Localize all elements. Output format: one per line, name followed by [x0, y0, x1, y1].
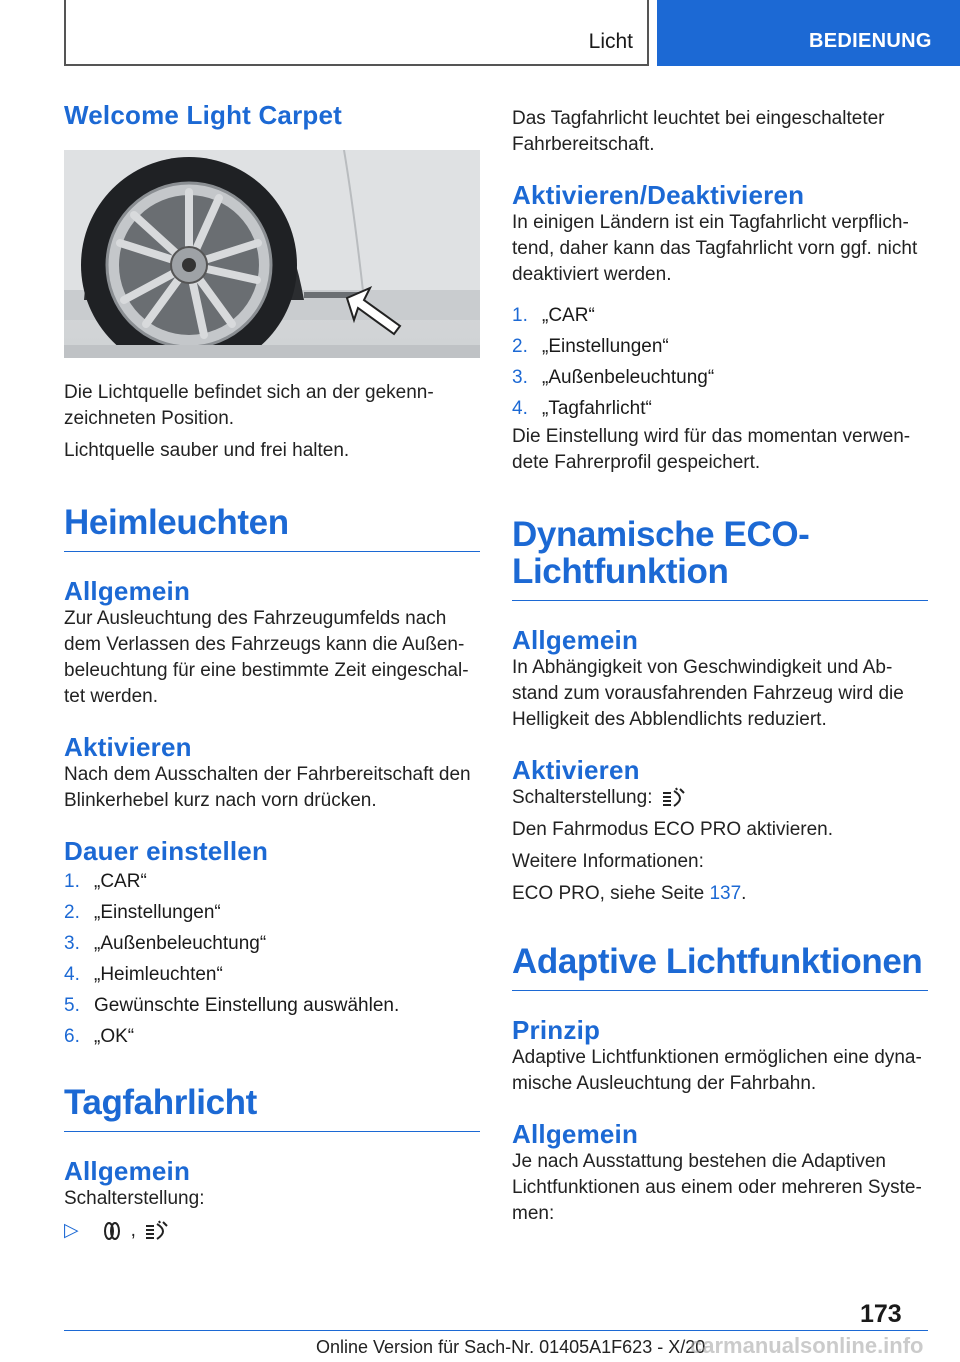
heimleuchten-heading: Heimleuchten [64, 504, 480, 552]
aktivieren-deaktivieren-text: In einigen Ländern ist ein Tagfahrlicht verpflichtend, daher kann das Tagfahrlicht vorn ggf. nicht deaktiviert werden. [512, 212, 918, 285]
welcome-paragraph-1: Die Lichtquelle befindet sich an der gekennzeichneten Position. [64, 382, 434, 429]
eco-modus-text: Den Fahrmodus ECO PRO aktivieren. [512, 819, 834, 840]
eco-reference-suffix: . [741, 883, 747, 904]
tagfahrlicht-profile-text: Die Einstellung wird für das momentan verwendete Fahrerprofil gespeichert. [512, 426, 911, 473]
dauer-steps-list [64, 866, 480, 1052]
daytime-light-icon [662, 787, 688, 809]
right-column [512, 100, 928, 1227]
tagfahrlicht-heading: Tagfahrlicht [64, 1084, 480, 1132]
prinzip-text: Adaptive Lichtfunktionen ermöglichen eine dynamische Ausleuchtung der Fahrbahn. [512, 1047, 922, 1094]
eco-schalter-row [512, 785, 928, 811]
list-item: 1. „CAR“ [64, 871, 147, 892]
adaptive-allgemein-heading: Allgemein [512, 1119, 639, 1149]
page-number: 173 [860, 1300, 902, 1328]
tagfahrlicht-steps-list [512, 300, 928, 424]
page-header [0, 0, 960, 66]
eco-heading-line-1: Dynamische ECO- [512, 515, 810, 554]
welcome-paragraph-2: Lichtquelle sauber und frei halten. [64, 440, 350, 461]
eco-lichtfunktion-heading [512, 516, 928, 601]
eco-reference-prefix: ECO PRO, siehe Seite [512, 883, 710, 904]
tagfahrlicht-schalter-label: Schalterstellung: [64, 1188, 205, 1209]
prinzip-heading: Prinzip [512, 1015, 601, 1045]
list-item: 4. „Heimleuchten“ [64, 964, 223, 985]
eco-allgemein-heading: Allgemein [512, 625, 639, 655]
left-column [64, 100, 480, 1244]
list-item: 1. „CAR“ [512, 305, 595, 326]
watermark: carmanualsonline.info [690, 1333, 924, 1358]
adaptive-lichtfunktionen-heading: Adaptive Lichtfunktionen [512, 943, 928, 991]
footer-divider [64, 1330, 928, 1331]
heimleuchten-allgemein-text: Zur Ausleuchtung des Fahrzeugumfelds nach dem Verlassen des Fahrzeugs kann die Außenbeleuchtung für eine bestimmte Zeit eingeschaltet werden. [64, 608, 469, 707]
eco-allgemein-text: In Abhängigkeit von Geschwindigkeit und Abstand zum vorausfahrenden Fahrzeug wird die Helligkeit des Abblendlichts reduziert. [512, 657, 904, 730]
list-item: 4. „Tagfahrlicht“ [512, 398, 652, 419]
wheel-photo-illustration [64, 150, 480, 358]
section-title: BEDIENUNG [809, 30, 932, 52]
heimleuchten-aktivieren-heading: Aktivieren [64, 732, 192, 762]
chapter-tab [64, 0, 649, 66]
chapter-title: Licht [588, 30, 633, 53]
list-item: 2. „Einstellungen“ [64, 902, 221, 923]
aktivieren-deaktivieren-heading: Aktivieren/Deaktivieren [512, 180, 805, 210]
section-tab [657, 0, 960, 66]
wheel-photo [64, 150, 480, 358]
eco-reference-row [512, 881, 928, 907]
list-item: 2. „Einstellungen“ [512, 336, 669, 357]
list-item: 3. „Außenbeleuchtung“ [512, 367, 715, 388]
parking-light-icon [103, 1220, 121, 1242]
list-item: 3. „Außenbeleuchtung“ [64, 933, 267, 954]
daytime-light-icon [145, 1220, 171, 1242]
eco-schalter-label: Schalterstellung: [512, 787, 653, 808]
tagfahrlicht-allgemein-heading: Allgemein [64, 1156, 191, 1186]
list-item: 5. Gewünschte Einstellung auswählen. [64, 995, 400, 1016]
welcome-heading: Welcome Light Carpet [64, 100, 343, 130]
dauer-heading: Dauer einstellen [64, 836, 269, 866]
eco-weitere-text: Weitere Informationen: [512, 851, 704, 872]
tagfahrlicht-intro: Das Tagfahrlicht leuchtet bei eingeschalteter Fahrbereitschaft. [512, 108, 885, 155]
comma-separator: , [130, 1220, 136, 1241]
page-reference-link[interactable]: 137 [709, 883, 742, 904]
tagfahrlicht-schalter-row [64, 1218, 480, 1244]
eco-aktivieren-heading: Aktivieren [512, 755, 640, 785]
bullet-marker: ▷ [64, 1220, 79, 1241]
adaptive-allgemein-text: Je nach Ausstattung bestehen die Adaptiven Lichtfunktionen aus einem oder mehreren Systemen: [512, 1151, 922, 1224]
heimleuchten-aktivieren-text: Nach dem Ausschalten der Fahrbereitschaft den Blinkerhebel kurz nach vorn drücken. [64, 764, 471, 811]
heimleuchten-allgemein-heading: Allgemein [64, 576, 191, 606]
eco-heading-line-2: Lichtfunktion [512, 552, 729, 591]
list-item: 6. „OK“ [64, 1026, 135, 1047]
footer-online-version: Online Version für Sach-Nr. 01405A1F623 - X/20 [316, 1337, 706, 1357]
